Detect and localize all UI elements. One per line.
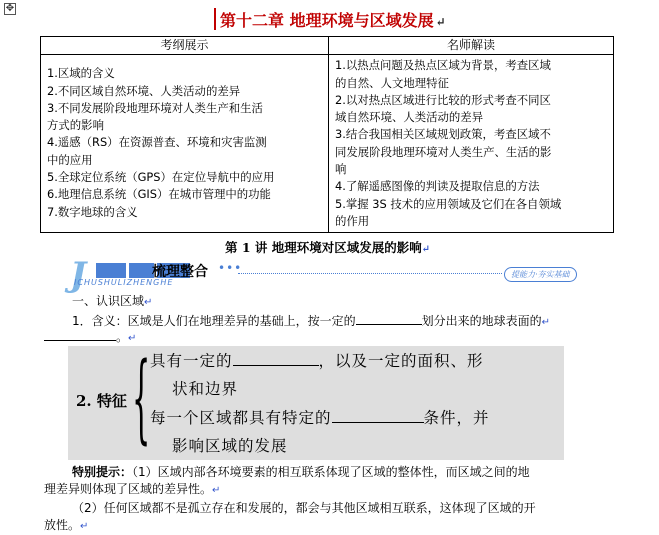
paragraph-mark-icon: ↵ bbox=[128, 333, 137, 344]
paragraph-mark-icon: ↵ bbox=[144, 297, 153, 308]
banner-pinyin: ICHUSHULIZHENGHE bbox=[74, 278, 174, 287]
note-paragraph-2: （2）任何区域都不是孤立存在和发展的，都会与其他区域相互联系，这体现了区域的开 bbox=[72, 501, 536, 515]
list-item: 3.结合我国相关区域规划政策，考查区域不 bbox=[335, 127, 551, 142]
syllabus-table bbox=[40, 36, 614, 233]
list-item: 1.以热点问题及热点区域为背景，考查区域 bbox=[335, 58, 551, 73]
header-syllabus: 考纲展示 bbox=[41, 37, 329, 55]
note-paragraph-1: 特别提示：（1）区域内部各环境要素的相互联系体现了区域的整体性，而区域之间的地 bbox=[72, 465, 530, 479]
definition-line: 1．含义：区域是人们在地理差异的基础上，按一定的 划分出来的地球表面的↵ bbox=[72, 314, 551, 328]
paragraph-mark-icon: ↵ bbox=[435, 15, 446, 29]
note-paragraph-2-cont: 放性。↵ bbox=[44, 518, 89, 532]
list-item: 的自然、人文地理特征 bbox=[335, 75, 449, 90]
list-item: 2.以对热点区域进行比较的形式考查不同区 bbox=[335, 92, 551, 107]
list-item: 5.掌握 3S 技术的应用领域及它们在各自领域 bbox=[335, 196, 562, 211]
fill-blank[interactable] bbox=[233, 351, 319, 366]
syllabus-right-cell[interactable] bbox=[329, 55, 614, 233]
fill-blank[interactable] bbox=[356, 313, 422, 325]
chapter-title: 第十二章 地理环境与区域发展 ↵ bbox=[214, 8, 446, 30]
fill-blank[interactable] bbox=[44, 329, 116, 341]
paragraph-mark-icon: ↵ bbox=[541, 317, 551, 328]
list-item: 域自然环境、人类活动的差异 bbox=[335, 110, 484, 125]
syllabus-left-cell[interactable] bbox=[41, 55, 329, 233]
feature-label: 2. 特征 bbox=[76, 392, 127, 410]
paragraph-mark-icon: ↵ bbox=[421, 244, 431, 255]
definition-line-cont: 。↵ bbox=[44, 329, 136, 347]
list-item: 6.地理信息系统（GIS）在城市管理中的功能 bbox=[47, 187, 271, 202]
section-banner bbox=[66, 255, 636, 295]
list-item: 2.不同区域自然环境、人类活动的差异 bbox=[47, 83, 241, 98]
lecture-title: 第 1 讲 地理环境对区域发展的影响↵ bbox=[225, 240, 431, 255]
brace-icon: { bbox=[132, 342, 151, 454]
banner-title: 梳理整合 bbox=[152, 264, 208, 280]
list-item: 同发展阶段地理环境对人类生产、生活的影 bbox=[335, 144, 552, 159]
note-paragraph-1-cont: 理差异则体现了区域的差异性。↵ bbox=[44, 482, 221, 496]
feature-line-4: 影响区域的发展 bbox=[172, 437, 288, 455]
header-interpretation: 名师解读 bbox=[329, 37, 614, 55]
list-item: 7.数字地球的含义 bbox=[47, 204, 138, 219]
feature-line-1: 具有一定的 ，以及一定的面积、形 bbox=[150, 352, 484, 370]
banner-letter: J bbox=[70, 255, 87, 295]
banner-dots: ••• bbox=[218, 261, 243, 275]
list-item: 3.不同发展阶段地理环境对人类生产和生活 bbox=[47, 100, 263, 115]
list-item: 中的应用 bbox=[47, 152, 93, 167]
banner-divider bbox=[238, 273, 502, 274]
section-heading: 一、认识区域↵ bbox=[72, 294, 153, 308]
list-item: 5.全球定位系统（GPS）在定位导航中的应用 bbox=[47, 170, 275, 185]
feature-line-2: 状和边界 bbox=[172, 380, 239, 398]
list-item: 4.遥感（RS）在资源普查、环境和灾害监测 bbox=[47, 135, 267, 150]
feature-line-3: 每一个区域都具有特定的 条件，并 bbox=[150, 409, 490, 427]
list-item: 4.了解遥感图像的判读及提取信息的方法 bbox=[335, 179, 540, 194]
list-item: 方式的影响 bbox=[47, 118, 104, 133]
fill-blank[interactable] bbox=[332, 408, 424, 423]
table-move-handle-icon[interactable]: ✥ bbox=[5, 3, 15, 14]
feature-image bbox=[68, 342, 564, 460]
list-item: 响 bbox=[335, 162, 347, 177]
list-item: 的作用 bbox=[335, 213, 370, 228]
paragraph-mark-icon: ↵ bbox=[212, 485, 221, 496]
list-item: 1.区域的含义 bbox=[47, 66, 115, 81]
paragraph-mark-icon: ↵ bbox=[80, 521, 89, 532]
banner-slogan: 提能力·夯实基础 bbox=[504, 267, 577, 282]
